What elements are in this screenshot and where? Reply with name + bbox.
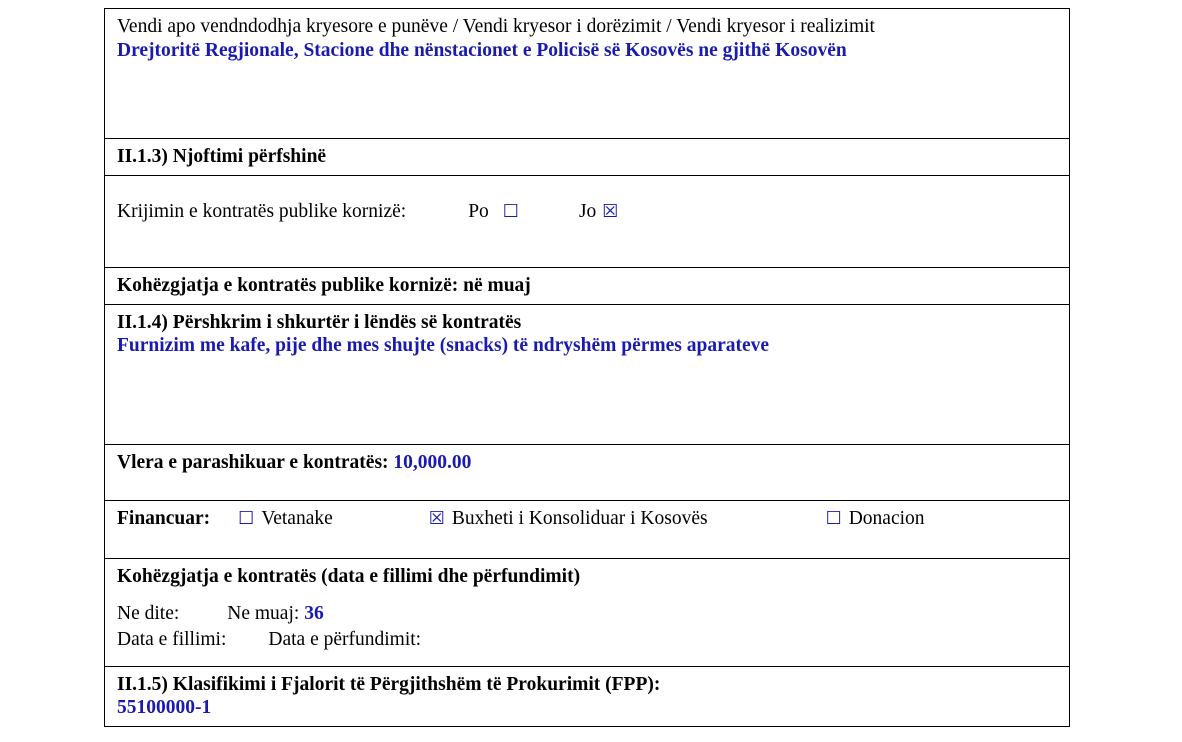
contract-duration-line-2 — [117, 628, 1059, 652]
financing-option-label: Vetanake — [261, 507, 333, 529]
framework-duration-cell — [105, 267, 1070, 304]
financing-option-donacion[interactable] — [826, 507, 925, 531]
framework-yes-checkbox[interactable]: ☐ — [502, 200, 519, 222]
table-row — [105, 175, 1070, 267]
estimated-value-amount: 10,000.00 — [393, 451, 472, 473]
cpv-cell — [105, 666, 1070, 727]
framework-question-label: Krijimin e kontratës publike kornizë: — [117, 200, 407, 222]
cpv-code: 55100000-1 — [117, 697, 212, 719]
checkbox-icon[interactable]: ☒ — [428, 507, 445, 529]
framework-duration-label: Kohëzgjatja e kontratës publike kornizë: në muaj — [117, 274, 531, 296]
framework-yes-label: Po — [468, 200, 489, 222]
table-row — [105, 139, 1070, 176]
financing-row — [117, 507, 1059, 531]
contract-duration-cell — [105, 558, 1070, 666]
financing-cell — [105, 500, 1070, 558]
financing-option-vetanake[interactable] — [238, 507, 333, 531]
table-row — [105, 9, 1070, 139]
cpv-heading: II.1.5) Klasifikimi i Fjalorit të Përgjithshëm të Prokurimit (FPP): — [117, 673, 661, 695]
framework-question-line — [117, 200, 1059, 224]
months-label: Ne muaj: — [227, 603, 300, 625]
days-label: Ne dite: — [117, 603, 180, 625]
checkbox-icon[interactable]: ☐ — [238, 507, 255, 529]
estimated-value-cell — [105, 444, 1070, 500]
framework-cell — [105, 175, 1070, 267]
description-cell — [105, 304, 1070, 444]
start-date-label: Data e fillimi: — [117, 629, 227, 651]
contract-duration-heading: Kohëzgjatja e kontratës (data e fillimi dhe përfundimit) — [117, 565, 581, 587]
financing-option-label: Donacion — [848, 507, 925, 529]
framework-no-label: Jo — [578, 200, 597, 222]
notice-table — [104, 8, 1070, 727]
description-value: Furnizim me kafe, pije dhe mes shujte (snacks) të ndryshëm përmes aparateve — [117, 335, 770, 357]
estimated-value-label: Vlera e parashikuar e kontratës: — [117, 451, 389, 473]
end-date-label: Data e përfundimit: — [268, 629, 422, 651]
months-value: 36 — [304, 603, 324, 625]
place-value: Drejtoritë Regjionale, Stacione dhe nënstacionet e Policisë së Kosovës ne gjithë Kosovën — [117, 39, 847, 61]
place-title: Vendi apo vendndodhja kryesore e punëve / Vendi kryesor i dorëzimit / Vendi kryesor i realizimit — [117, 16, 875, 37]
estimated-value-line — [117, 451, 1059, 475]
includes-cell — [105, 139, 1070, 176]
table-row — [105, 500, 1070, 558]
table-row — [105, 666, 1070, 727]
table-row — [105, 304, 1070, 444]
financing-label: Financuar: — [117, 507, 211, 529]
financing-option-label: Buxheti i Konsoliduar i Kosovës — [451, 507, 708, 529]
table-row — [105, 444, 1070, 500]
table-row — [105, 558, 1070, 666]
includes-heading: II.1.3) Njoftimi përfshinë — [117, 146, 327, 167]
description-heading: II.1.4) Përshkrim i shkurtër i lëndës së kontratës — [117, 311, 522, 333]
checkbox-icon[interactable]: ☐ — [825, 507, 842, 529]
contract-duration-line-1 — [117, 602, 1059, 626]
framework-no-checkbox[interactable]: ☒ — [602, 200, 619, 222]
place-cell — [105, 9, 1070, 139]
financing-option-buxheti[interactable] — [429, 507, 708, 531]
table-row — [105, 267, 1070, 304]
